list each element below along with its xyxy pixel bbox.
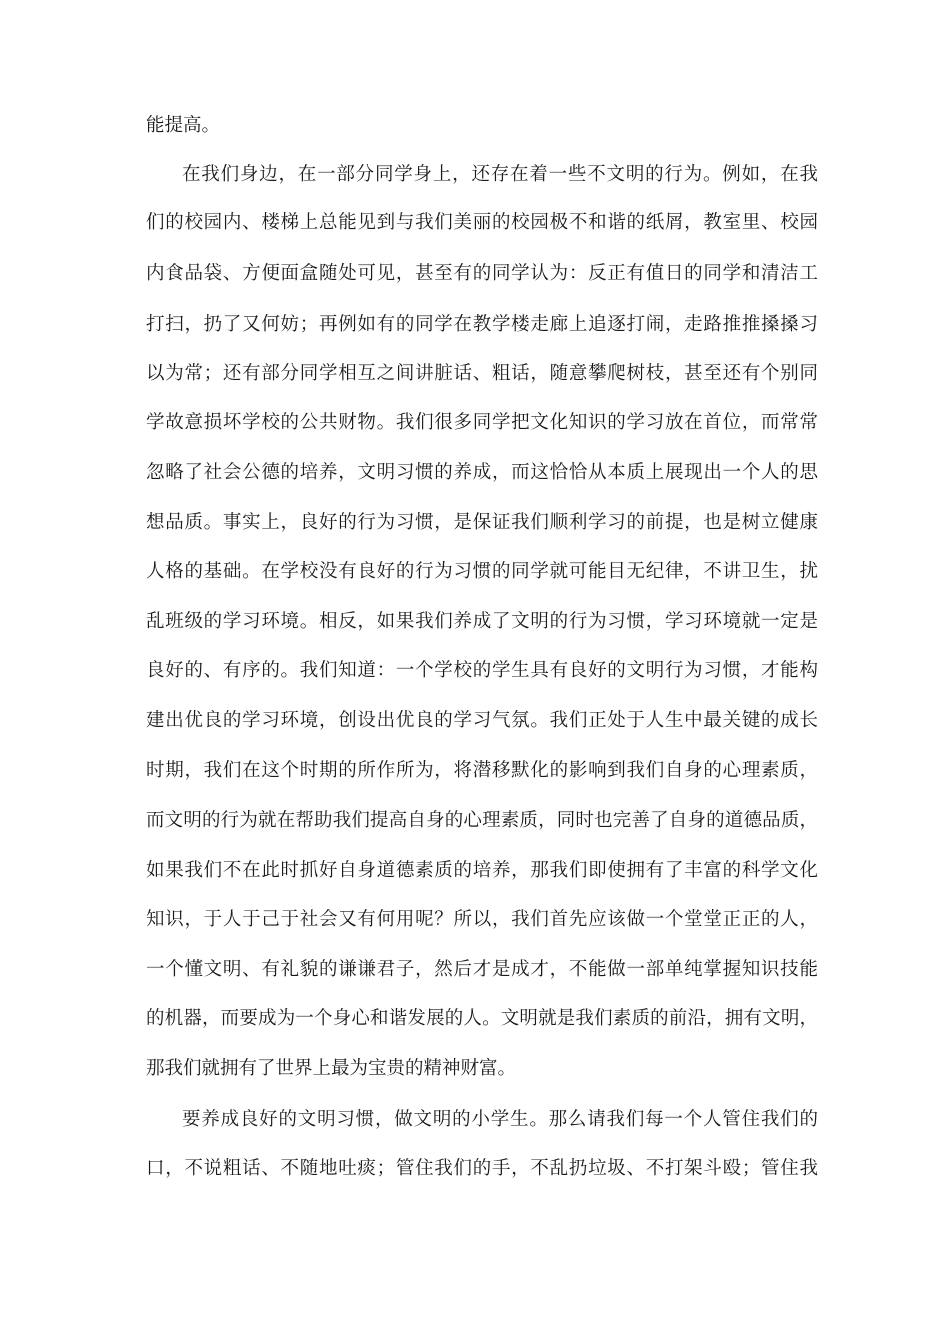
text-line: 内食品袋、方便面盒随处可见，甚至有的同学认为：反正有值日的同学和清洁工 — [146, 263, 818, 284]
text-line: 在我们身边，在一部分同学身上，还存在着一些不文明的行为。例如，在我 — [182, 164, 818, 185]
text-line: 而文明的行为就在帮助我们提高自身的心理素质，同时也完善了自身的道德品质， — [146, 810, 818, 831]
text-line: 良好的、有序的。我们知道：一个学校的学生具有良好的文明行为习惯，才能构 — [146, 660, 818, 681]
text-line: 以为常；还有部分同学相互之间讲脏话、粗话，随意攀爬树枝，甚至还有个别同 — [146, 363, 818, 384]
text-line: 那我们就拥有了世界上最为宝贵的精神财富。 — [146, 1058, 517, 1079]
text-line: 想品质。事实上，良好的行为习惯，是保证我们顺利学习的前提，也是树立健康 — [146, 512, 818, 533]
text-line: 人格的基础。在学校没有良好的行为习惯的同学就可能目无纪律，不讲卫生，扰 — [146, 561, 818, 582]
text-line: 如果我们不在此时抓好自身道德素质的培养，那我们即使拥有了丰富的科学文化 — [146, 860, 818, 881]
text-line: 知识，于人于己于社会又有何用呢？所以，我们首先应该做一个堂堂正正的人， — [146, 909, 818, 930]
text-line: 的机器，而要成为一个身心和谐发展的人。文明就是我们素质的前沿，拥有文明， — [146, 1008, 818, 1029]
text-line: 学故意损坏学校的公共财物。我们很多同学把文化知识的学习放在首位，而常常 — [146, 412, 818, 433]
text-line: 能提高。 — [146, 115, 221, 136]
text-line: 建出优良的学习环境，创设出优良的学习气氛。我们正处于人生中最关键的成长 — [146, 710, 818, 731]
text-line: 们的校园内、楼梯上总能见到与我们美丽的校园极不和谐的纸屑，教室里、校园 — [146, 212, 818, 233]
text-line: 乱班级的学习环境。相反，如果我们养成了文明的行为习惯，学习环境就一定是 — [146, 611, 818, 632]
text-line: 一个懂文明、有礼貌的谦谦君子，然后才是成才，不能做一部单纯掌握知识技能 — [146, 959, 818, 980]
text-line: 时期，我们在这个时期的所作所为，将潜移默化的影响到我们自身的心理素质， — [146, 760, 818, 781]
text-line: 忽略了社会公德的培养，文明习惯的养成，而这恰恰从本质上展现出一个人的思 — [146, 462, 818, 483]
text-line: 口，不说粗话、不随地吐痰；管住我们的手，不乱扔垃圾、不打架斗殴；管住我 — [146, 1158, 818, 1179]
text-line: 打扫，扔了又何妨；再例如有的同学在教学楼走廊上追逐打闹，走路推推搡搡习 — [146, 314, 818, 335]
text-line: 要养成良好的文明习惯，做文明的小学生。那么请我们每一个人管住我们的 — [182, 1109, 818, 1130]
